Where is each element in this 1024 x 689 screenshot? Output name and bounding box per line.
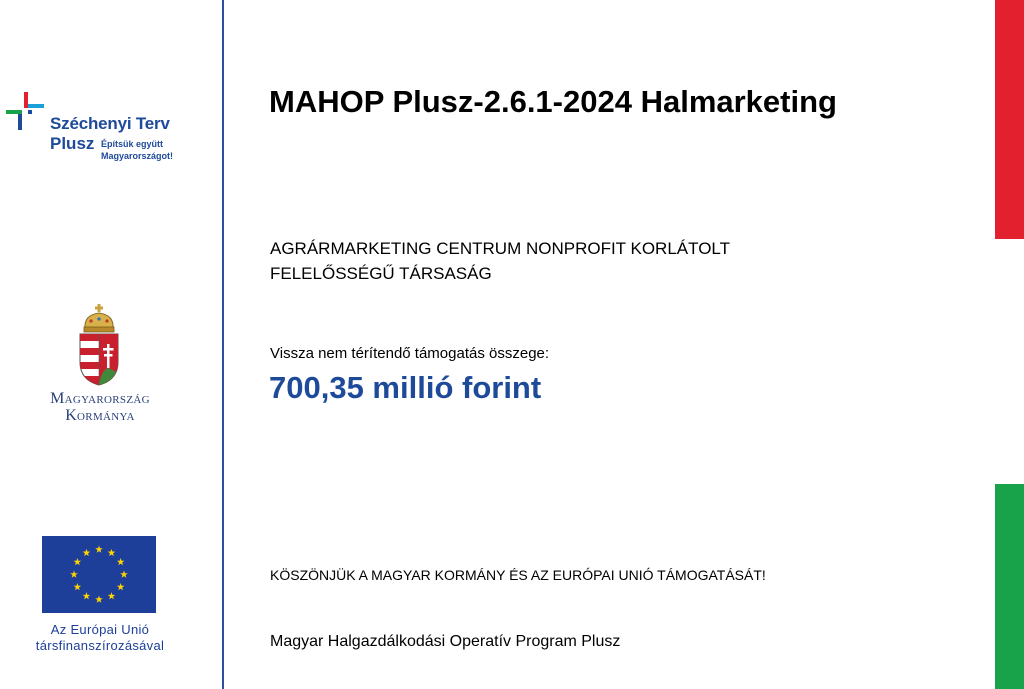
flag-bar-red bbox=[995, 0, 1024, 239]
coat-of-arms-icon bbox=[76, 304, 122, 386]
eu-cofinancing-text bbox=[0, 622, 200, 654]
government-line-2: Kormánya bbox=[65, 407, 135, 424]
eu-star-icon bbox=[70, 571, 78, 578]
eu-star-icon bbox=[83, 592, 91, 599]
eu-star-icon bbox=[117, 558, 125, 565]
eu-star-icon bbox=[83, 549, 91, 556]
eu-star-icon bbox=[108, 592, 116, 599]
organization-line-1: AGRÁRMARKETING CENTRUM NONPROFIT KORLÁTOLT bbox=[270, 239, 730, 258]
slogan-line-2: Magyarországot! bbox=[101, 151, 174, 161]
eu-flag bbox=[42, 536, 156, 613]
szechenyi-slogan bbox=[101, 138, 173, 162]
eu-star-icon bbox=[95, 596, 103, 603]
szechenyi-plusz: Plusz bbox=[50, 134, 95, 153]
eu-star-icon bbox=[95, 546, 103, 553]
thanks-text: KÖSZÖNJÜK A MAGYAR KORMÁNY ÉS AZ EURÓPAI UNIÓ TÁMOGATÁSÁT! bbox=[270, 567, 766, 583]
eu-star-icon bbox=[108, 549, 116, 556]
vertical-divider bbox=[222, 0, 224, 689]
eu-star-icon bbox=[74, 583, 82, 590]
szechenyi-cross-icon bbox=[6, 92, 46, 138]
logo-panel bbox=[0, 0, 222, 689]
government-line-1: Magyarország bbox=[50, 390, 150, 407]
flag-bar-green bbox=[995, 484, 1024, 689]
eu-star-icon bbox=[74, 558, 82, 565]
eu-star-icon bbox=[117, 583, 125, 590]
slogan-line-1: Építsük együtt bbox=[101, 139, 164, 149]
eu-line-2: társfinanszírozásával bbox=[35, 638, 165, 653]
program-name: Magyar Halgazdálkodási Operatív Program Plusz bbox=[270, 633, 621, 650]
szechenyi-title: Széchenyi Terv bbox=[50, 114, 170, 133]
eu-line-1: Az Európai Unió bbox=[50, 622, 150, 637]
eu-stars-icon bbox=[42, 536, 156, 613]
amount-label: Vissza nem térítendő támogatás összege: bbox=[270, 345, 550, 362]
organization-line-2: FELELŐSSÉGŰ TÁRSASÁG bbox=[270, 264, 492, 283]
government-text bbox=[20, 390, 180, 424]
eu-star-icon bbox=[120, 571, 128, 578]
amount-value: 700,35 millió forint bbox=[269, 370, 542, 405]
szechenyi-terv-logo bbox=[6, 92, 206, 172]
government-logo bbox=[20, 304, 200, 424]
organization-name bbox=[270, 236, 890, 286]
page-title: MAHOP Plusz-2.6.1-2024 Halmarketing bbox=[269, 84, 837, 119]
